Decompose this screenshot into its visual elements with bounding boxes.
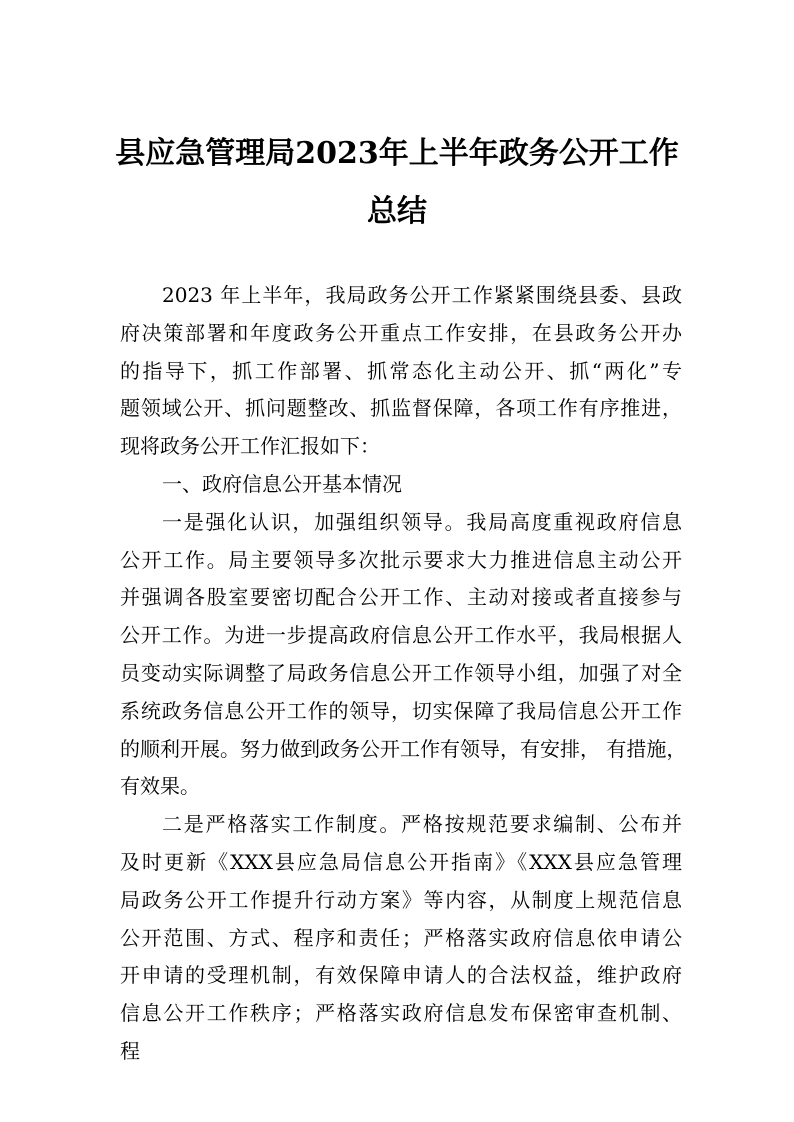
text-line: 公开工作。局主要领导多次批示要求大力推进信息主动公开 (120, 547, 682, 572)
paragraph-leadership (120, 504, 687, 806)
paragraph-system (120, 806, 682, 1071)
text-line: 有效果。 (120, 774, 200, 799)
text-line: 题领域公开、抓问题整改、抓监督保障，各项工作有序推进， (120, 396, 682, 421)
section-heading (120, 466, 682, 504)
text-line: 的顺利开展。努力做到政务公开工作有领导，有安排， 有措施， (120, 736, 687, 761)
text-line: 信息公开工作秩序；严格落实政府信息发布保密审查机制、 (120, 1001, 682, 1026)
text-line: 并强调各股室要密切配合公开工作、主动对接或者直接参与 (120, 585, 682, 610)
text-line: 的指导下，抓工作部署、抓常态化主动公开、抓“两化”专 (120, 358, 682, 383)
document-body (120, 277, 687, 1071)
text-line: 局政务公开工作提升行动方案》等内容，从制度上规范信息 (120, 887, 682, 912)
text-line: 一、政府信息公开基本情况 (162, 471, 402, 496)
text-line: 现将政务公开工作汇报如下： (120, 434, 380, 459)
text-line: 开申请的受理机制，有效保障申请人的合法权益，维护政府 (120, 963, 682, 988)
document-title-line-2: 总结 (367, 194, 427, 229)
text-line: 二是严格落实工作制度。严格按规范要求编制、公布并 (162, 812, 682, 837)
text-line: 程 (120, 1038, 140, 1063)
document-title: 县应急管理局2023年上半年政务公开工作 (115, 136, 679, 171)
text-line: 一是强化认识，加强组织领导。我局高度重视政府信息 (162, 509, 682, 534)
text-line: 系统政务信息公开工作的领导，切实保障了我局信息公开工作 (120, 698, 682, 723)
text-line: 2023 年上半年，我局政务公开工作紧紧围绕县委、县政 (162, 283, 682, 307)
text-line: 员变动实际调整了局政务信息公开工作领导小组，加强了对全 (120, 660, 682, 685)
text-line: 公开范围、方式、程序和责任；严格落实政府信息依申请公 (120, 925, 682, 950)
paragraph-intro (120, 277, 682, 466)
text-line: 公开工作。为进一步提高政府信息公开工作水平，我局根据人 (120, 623, 682, 648)
text-line: 及时更新《XXX县应急局信息公开指南》《XXX县应急管理 (120, 849, 682, 874)
text-line: 府决策部署和年度政务公开重点工作安排，在县政务公开办 (120, 320, 682, 345)
